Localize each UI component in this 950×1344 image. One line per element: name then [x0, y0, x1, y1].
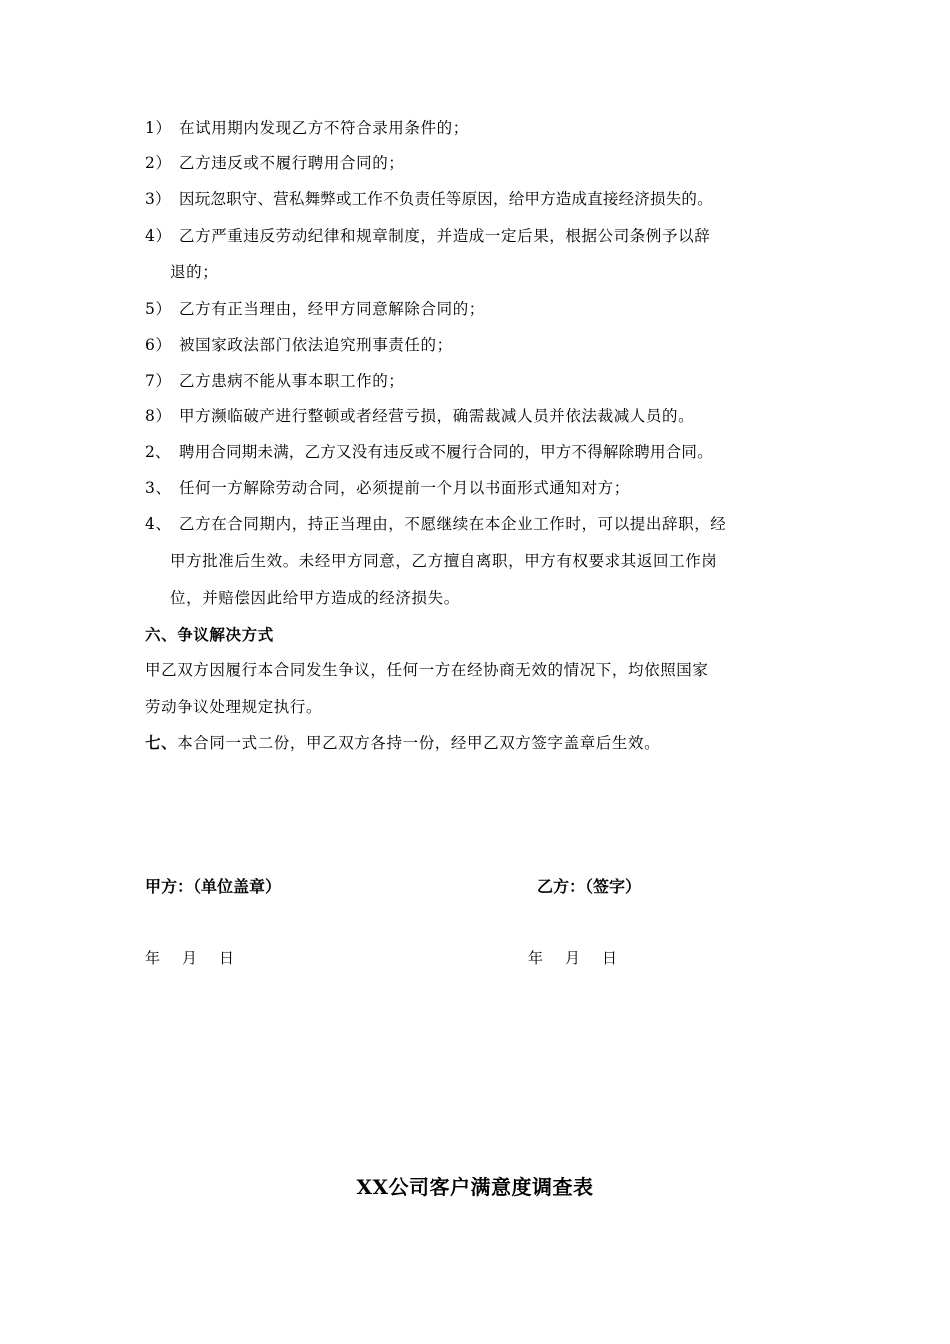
date-day: 日: [602, 949, 618, 967]
party-a-date: [145, 948, 256, 968]
party-b-date: [528, 948, 639, 968]
clause-item-2: [145, 153, 810, 173]
clause-text: 乙方严重违反劳动纪律和规章制度，并造成一定后果，根据公司条例予以辞: [179, 227, 711, 245]
section-6-heading: 六、争议解决方式: [145, 626, 274, 644]
item-number: 4、: [145, 515, 172, 533]
item-text: 位，并赔偿因此给甲方造成的经济损失。: [170, 589, 460, 607]
clause-number: 7）: [145, 372, 172, 390]
party-a-signature-label: 甲方：（单位盖章）: [145, 877, 282, 896]
numbered-item-4: [145, 514, 810, 534]
numbered-item-2: [145, 442, 810, 462]
clause-number: 2）: [145, 154, 172, 172]
section-6-paragraph-line-1: 甲乙双方因履行本合同发生争议，任何一方在经协商无效的情况下，均依照国家: [145, 661, 709, 679]
clause-number: 6）: [145, 336, 172, 354]
numbered-item-4-continuation-2: [170, 588, 835, 608]
numbered-item-4-continuation-1: [170, 551, 835, 571]
date-month: 月: [565, 949, 581, 967]
clause-number: 3）: [145, 190, 171, 208]
date-day: 日: [219, 949, 235, 967]
clause-item-8: [145, 406, 810, 426]
survey-form-title: XX公司客户满意度调查表: [356, 1175, 594, 1199]
section-7-lead: 七、: [145, 734, 178, 752]
clause-text: 被国家政法部门依法追究刑事责任的；: [179, 336, 453, 354]
clause-text: 乙方患病不能从事本职工作的；: [179, 372, 405, 390]
clause-text: 因玩忽职守、营私舞弊或工作不负责任等原因，给甲方造成直接经济损失的。: [179, 190, 713, 208]
clause-item-4: [145, 226, 810, 246]
clause-number: 4）: [145, 227, 172, 245]
item-number: 3、: [145, 479, 172, 497]
item-text: 甲方批准后生效。未经甲方同意，乙方擅自离职，甲方有权要求其返回工作岗: [170, 552, 718, 570]
clause-item-4-continuation: [170, 262, 835, 282]
clause-item-5: [145, 299, 810, 319]
item-text: 乙方在合同期内，持正当理由，不愿继续在本企业工作时，可以提出辞职，经: [179, 515, 727, 533]
clause-item-6: [145, 335, 810, 355]
clause-text: 乙方有正当理由，经甲方同意解除合同的；: [179, 300, 485, 318]
clause-number: 8）: [145, 407, 172, 425]
clause-number: 5）: [145, 300, 172, 318]
item-text: 任何一方解除劳动合同，必须提前一个月以书面形式通知对方；: [179, 479, 630, 497]
party-b-signature-label: 乙方：（签字）: [537, 877, 642, 896]
clause-text: 退的；: [170, 263, 219, 281]
clause-text: 甲方濒临破产进行整顿或者经营亏损，确需裁减人员并依法裁减人员的。: [179, 407, 695, 425]
section-7: [145, 733, 810, 753]
item-number: 2、: [145, 443, 171, 461]
clause-number: 1）: [145, 119, 172, 137]
date-year: 年: [528, 949, 544, 967]
item-text: 聘用合同期未满，乙方又没有违反或不履行合同的，甲方不得解除聘用合同。: [179, 443, 713, 461]
section-7-text: 本合同一式二份，甲乙双方各持一份，经甲乙双方签字盖章后生效。: [177, 734, 661, 752]
clause-text: 乙方违反或不履行聘用合同的；: [179, 154, 405, 172]
clause-item-3: [145, 189, 810, 209]
clause-item-7: [145, 371, 810, 391]
clause-item-1: [145, 118, 810, 138]
clause-text: 在试用期内发现乙方不符合录用条件的；: [179, 119, 469, 137]
section-6-paragraph-line-2: 劳动争议处理规定执行。: [145, 698, 323, 716]
date-month: 月: [182, 949, 198, 967]
numbered-item-3: [145, 478, 810, 498]
date-year: 年: [145, 949, 161, 967]
